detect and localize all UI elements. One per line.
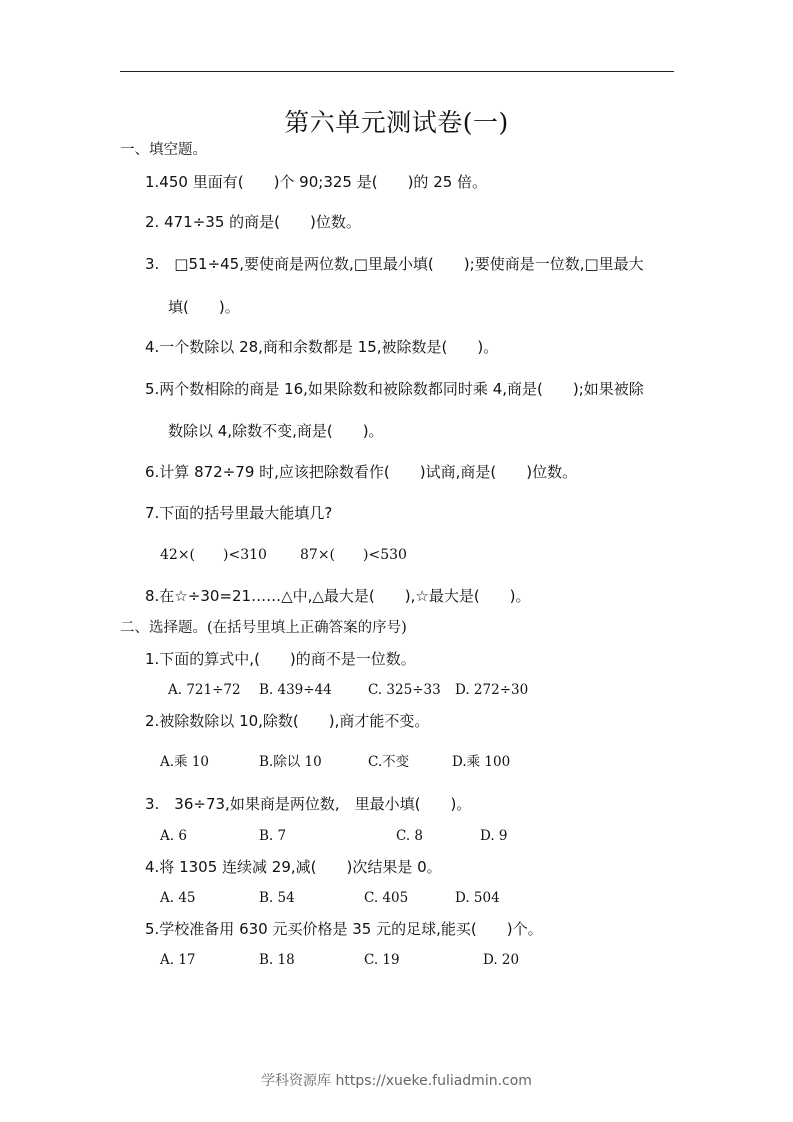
footer-watermark: 学科资源库 https://xueke.fuliadmin.com [261,1073,532,1089]
s2-q2-option-d: D.乘 100 [452,754,511,770]
s2-q4-option-a: A. 45 [160,890,196,906]
header-rule [120,71,674,72]
s1-question-2: 2. 471÷35 的商是( )位数。 [145,213,361,231]
s2-question-5: 5.学校准备用 630 元买价格是 35 元的足球,能买( )个。 [145,920,543,938]
s2-q2-option-c: C.不变 [368,754,410,770]
s1-question-8: 8.在☆÷30=21……△中,△最大是( ),☆最大是( )。 [145,587,531,605]
s2-q2-option-b: B.除以 10 [259,754,322,770]
s2-q4-option-c: C. 405 [364,890,409,906]
s1-question-5-line2: 数除以 4,除数不变,商是( )。 [168,422,384,440]
s2-q3-option-d: D. 9 [480,828,508,844]
s2-q5-option-d: D. 20 [483,952,520,968]
s2-q1-option-d: D. 272÷30 [455,682,529,698]
s2-q4-option-b: B. 54 [259,890,295,906]
section2-heading: 二、选择题。(在括号里填上正确答案的序号) [120,620,407,636]
page-title: 第六单元测试卷(一) [284,108,509,137]
s2-question-2: 2.被除数除以 10,除数( ),商才能不变。 [145,712,430,730]
s2-question-3: 3. 36÷73,如果商是两位数, 里最小填( )。 [145,795,472,813]
s2-q3-option-a: A. 6 [160,828,187,844]
s2-q5-option-a: A. 17 [160,952,196,968]
section1-heading: 一、填空题。 [120,142,207,158]
s1-question-1: 1.450 里面有( )个 90;325 是( )的 25 倍。 [145,173,488,191]
s2-q5-option-b: B. 18 [259,952,295,968]
s2-q3-option-c: C. 8 [396,828,424,844]
s2-q1-option-c: C. 325÷33 [368,682,441,698]
s1-question-7: 7.下面的括号里最大能填几? [145,504,333,522]
s2-question-1: 1.下面的算式中,( )的商不是一位数。 [145,650,416,668]
s2-q5-option-c: C. 19 [364,952,400,968]
s1-question-3-line1: 3. □51÷45,要使商是两位数,□里最小填( );要使商是一位数,□里最大 [145,255,644,273]
s1-question-4: 4.一个数除以 28,商和余数都是 15,被除数是( )。 [145,338,499,356]
s2-question-4: 4.将 1305 连续减 29,减( )次结果是 0。 [145,858,442,876]
s1-question-5-line1: 5.两个数相除的商是 16,如果除数和被除数都同时乘 4,商是( );如果被除 [145,380,644,398]
s1-question-3-line2: 填( )。 [168,298,240,316]
s2-q2-option-a: A.乘 10 [160,754,210,770]
s1-question-6: 6.计算 872÷79 时,应该把除数看作( )试商,商是( )位数。 [145,463,578,481]
s2-q1-option-a: A. 721÷72 [168,682,241,698]
s1-question-7-expr-b: 87×( )<530 [300,547,407,563]
s2-q4-option-d: D. 504 [455,890,500,906]
s1-question-7-expr-a: 42×( )<310 [160,547,267,563]
s2-q3-option-b: B. 7 [259,828,287,844]
s2-q1-option-b: B. 439÷44 [259,682,332,698]
